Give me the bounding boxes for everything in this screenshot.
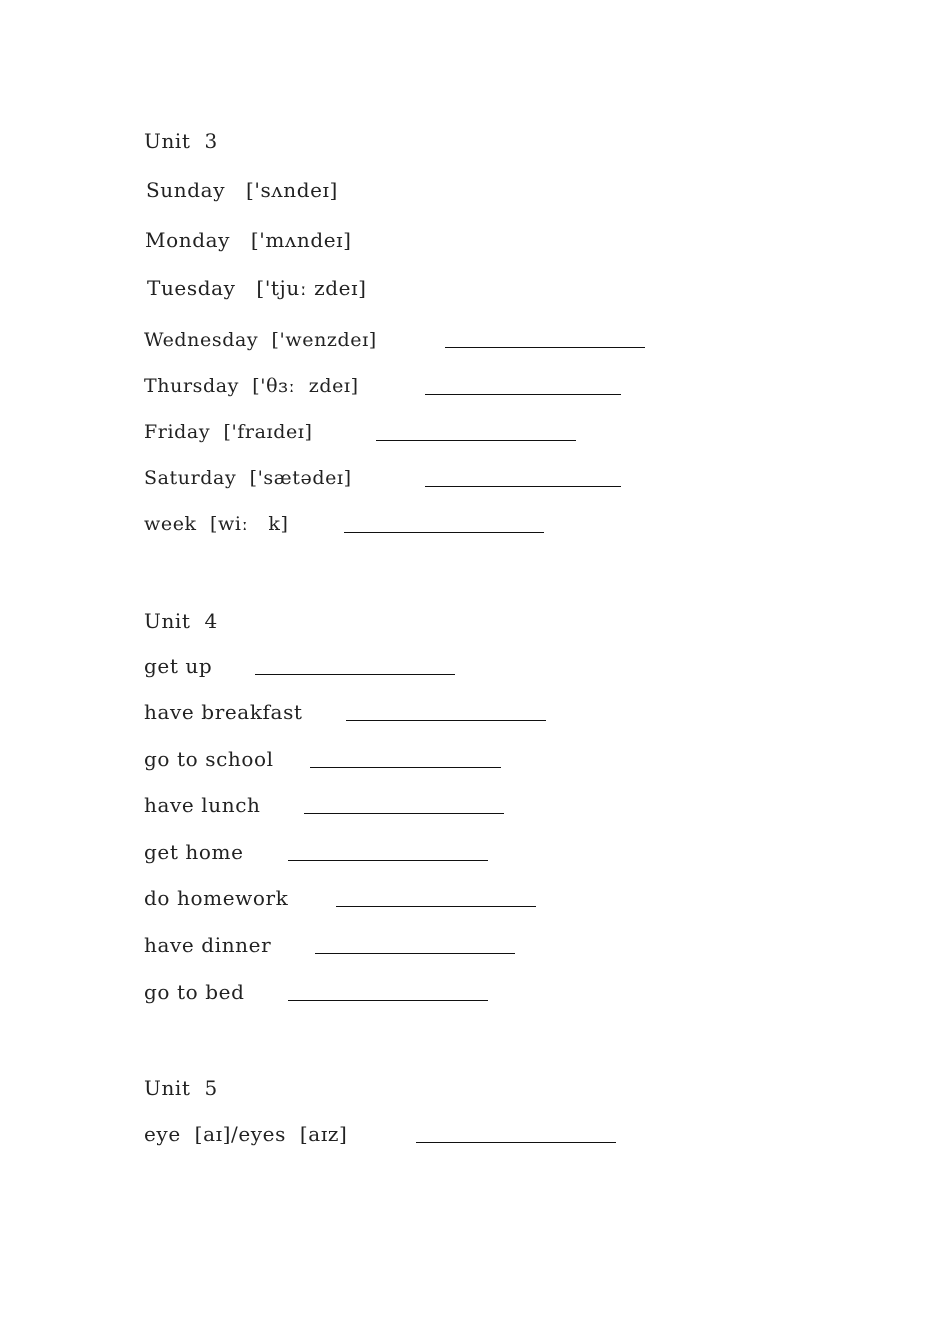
word-thursday: Thursday ['θɜː zdeɪ] bbox=[144, 375, 359, 397]
unit3-heading: Unit 3 bbox=[144, 129, 218, 153]
phrase-go-to-bed: go to bed bbox=[144, 980, 245, 1004]
answer-blank[interactable] bbox=[416, 1142, 616, 1143]
phrase-get-up: get up bbox=[144, 654, 213, 678]
word-wednesday: Wednesday ['wenzdeɪ] bbox=[144, 329, 377, 351]
word-week: week [wiː k] bbox=[144, 513, 289, 535]
answer-blank[interactable] bbox=[310, 767, 501, 768]
phrase-get-home: get home bbox=[144, 840, 244, 864]
phrase-have-lunch: have lunch bbox=[144, 793, 261, 817]
phrase-have-dinner: have dinner bbox=[144, 933, 272, 957]
unit4-heading: Unit 4 bbox=[144, 609, 218, 633]
word-eye: eye [aɪ]/eyes [aɪz] bbox=[144, 1122, 348, 1146]
answer-blank[interactable] bbox=[344, 532, 544, 533]
answer-blank[interactable] bbox=[336, 906, 536, 907]
unit5-heading: Unit 5 bbox=[144, 1076, 218, 1100]
answer-blank[interactable] bbox=[288, 1000, 488, 1001]
answer-blank[interactable] bbox=[425, 394, 621, 395]
answer-blank[interactable] bbox=[288, 860, 488, 861]
answer-blank[interactable] bbox=[304, 813, 504, 814]
answer-blank[interactable] bbox=[315, 953, 515, 954]
phrase-have-breakfast: have breakfast bbox=[144, 700, 303, 724]
answer-blank[interactable] bbox=[376, 440, 576, 441]
word-tuesday: Tuesday ['tjuː zdeɪ] bbox=[147, 276, 367, 300]
answer-blank[interactable] bbox=[445, 347, 645, 348]
answer-blank[interactable] bbox=[255, 674, 455, 675]
word-sunday: Sunday ['sʌndeɪ] bbox=[146, 178, 338, 202]
answer-blank[interactable] bbox=[425, 486, 621, 487]
phrase-do-homework: do homework bbox=[144, 886, 289, 910]
word-friday: Friday ['fraɪdeɪ] bbox=[144, 421, 313, 443]
answer-blank[interactable] bbox=[346, 720, 546, 721]
phrase-go-to-school: go to school bbox=[144, 747, 274, 771]
word-saturday: Saturday ['sætədeɪ] bbox=[144, 467, 352, 489]
word-monday: Monday ['mʌndeɪ] bbox=[145, 228, 352, 252]
